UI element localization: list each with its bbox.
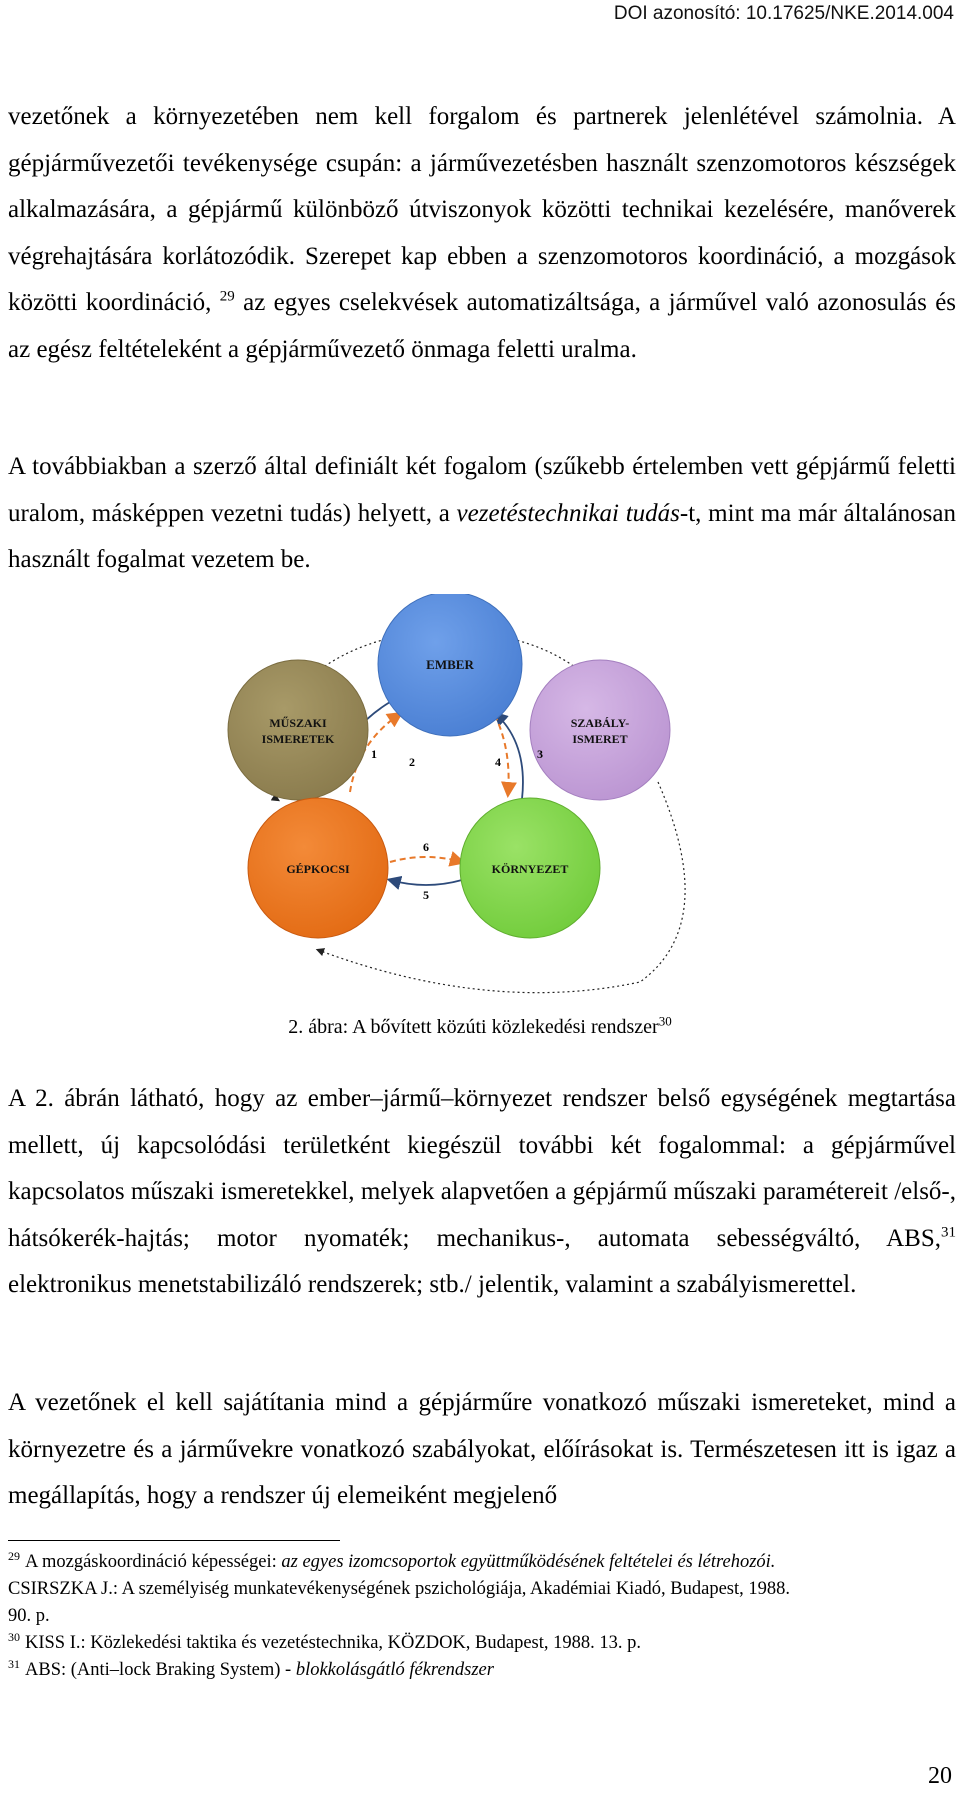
arrow-label-1: 1 <box>371 747 377 761</box>
arrow-label-2: 2 <box>409 755 415 769</box>
paragraph-4: A vezetőnek el kell sajátítania mind a gépjárműre vonatkozó műszaki ismereteket, mind a környezetre és a járművekre vonatkozó szabályokat, előírásokat is. Természetesen itt is igaz a megállapítás, hogy a rendszer új elemeiként megjelenő <box>8 1389 956 1509</box>
paragraph-3: A 2. ábrán látható, hogy az ember–jármű–környezet rendszer belső egységének megtartása mellett, új kapcsolódási területként kiegészül további két fogalommal: a gépjárművel kapcsolatos műszaki ismeretekkel, melyek alapvetően a gépjármű műszaki paramétereit /első-, hátsókerék-hajtás; motor nyomaték; mechanikus-, automata sebességváltó, ABS,$^{31}$ elektronikus menetstabilizáló rendszerek; stb./ jelentik, valamint a szabályismerettel. <box>8 1085 956 1298</box>
arrow-label-3: 3 <box>537 747 543 761</box>
label-szabaly-2: ISMERET <box>572 732 628 746</box>
arrow-label-4: 4 <box>495 755 501 769</box>
page-number: 20 <box>928 1763 952 1789</box>
node-szabaly <box>530 660 670 800</box>
doi-header: DOI azonosító: 10.17625/NKE.2014.004 <box>613 3 954 24</box>
figure-caption: 2. ábra: A bővített közúti közlekedési rendszer$^{30}$ <box>288 1013 672 1038</box>
label-szabaly-1: SZABÁLY- <box>570 716 630 730</box>
paragraph-2: A továbbiakban a szerző által definiált két fogalom (szűkebb értelemben vett gépjármű feletti uralom, másképpen vezetni tudás) helyett, a vezetéstechnikai tudás-t, mint ma már általánosan használt fogalmat vezetem be. <box>8 453 957 573</box>
footnote-30: $^{30}$ KISS I.: Közlekedési taktika és vezetéstechnika, KÖZDOK, Budapest, 1988. 13. p. <box>8 1629 642 1653</box>
footnote-31: $^{31}$ ABS: (Anti–lock Braking System) - blokkolásgátló fékrendszer <box>8 1656 494 1680</box>
diagram-svg <box>200 594 760 1004</box>
arrow-label-5: 5 <box>423 888 429 902</box>
footnotes <box>8 1549 956 1684</box>
node-muszaki <box>228 660 368 800</box>
label-kornyezet: KÖRNYEZET <box>491 862 569 876</box>
footnote-29-continuation: CSIRSZKA J.: A személyiség munkatevékenységének pszichológiája, Akadémiai Kiadó, Budapest, 1988. <box>8 1579 791 1599</box>
footnote-ref-31[interactable]: 31 <box>941 1224 956 1241</box>
label-muszaki-1: MŰSZAKI <box>269 716 327 730</box>
arrow-label-6: 6 <box>423 840 429 854</box>
footnote-separator <box>8 1540 340 1541</box>
italic-term: vezetéstechnikai tudás <box>456 499 680 527</box>
label-ember: EMBER <box>426 657 474 672</box>
footnote-29: $^{29}$ A mozgáskoordináció képességei: az egyes izomcsoportok együttműködésének feltételei és létrehozói. <box>8 1548 776 1572</box>
paragraph-1: vezetőnek a környezetében nem kell forgalom és partnerek jelenlétével számolnia. A gépjárművezetői tevékenysége csupán: a járművezetésben használt szenzomotoros készségek alkalmazására, a gépjármű különböző útviszonyok közötti technikai kezelésére, manőverek végrehajtására korlátozódik. Szerepet kap ebben a szenzomotoros koordináció, a mozgások közötti koordináció, $^{29}$ az egyes cselekvések automatizáltsága, a járművel való azonosulás és az egész feltételeként a gépjárművezető önmaga feletti uralma. <box>8 103 957 363</box>
footnote-29-continuation-2: 90. p. <box>8 1606 50 1626</box>
arrow-6 <box>390 857 462 862</box>
label-muszaki-2: ISMERETEK <box>261 732 335 746</box>
footnote-ref-29[interactable]: 29 <box>219 288 235 305</box>
arrow-5 <box>390 880 462 885</box>
footnote-ref-30[interactable]: 30 <box>658 1013 672 1029</box>
system-diagram <box>200 594 760 1009</box>
label-gepkocsi: GÉPKOCSI <box>286 862 350 876</box>
